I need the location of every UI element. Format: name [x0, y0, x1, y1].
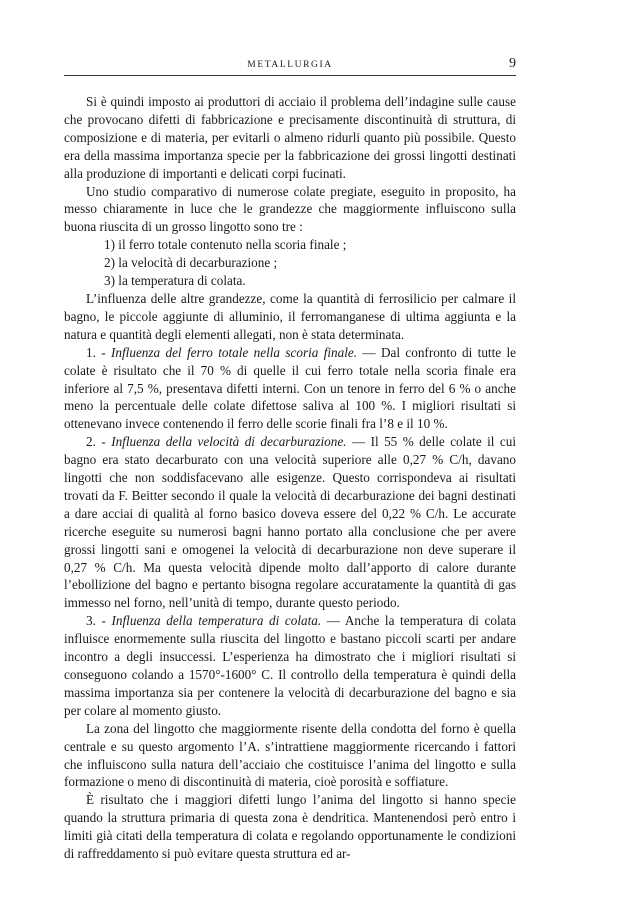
section-1 [64, 344, 516, 434]
body-text [64, 93, 516, 863]
section-3-heading: Influenza della temperatura di colata. [111, 613, 322, 629]
section-1-text: — Dal confronto di tutte le colate è risultato che il 70 % di quelle il cui ferro totale nella scoria finale era inferiore al 7,5 %, presentava difetti interni. Con un tenore in ferro del 6 % o anche meno la percentuale delle colate difettose saliva al 100 %. I migliori risultati si ottenevano invece contenendo il ferro delle scorie finali fra l’8 e il 10 %. [64, 344, 516, 432]
section-2-text: — Il 55 % delle colate il cui bagno era stato decarburato con una velocità superiore alle 0,27 % C/h, davano lingotti che non soddisfacevano alle esigenze. Questo corrispondeva ai risultati trovati da F. Beitter secondo il quale la velocità di decarburazione dei bagni destinati a dare acciai di qualità al forno basico doveva essere del 0,22 % C/h. Le accurate ricerche eseguite su numerosi bagni hanno portato alla conclusione che per avere grossi lingotti sani e omogenei la velocità di decarburazione non deve superare il 0,27 % C/h. Ma questa velocità dipende molto dall’apporto di calore durante l’ebollizione del bagno e pertanto bisogna regolare accuratamente la quantità di gas immesso nel forno, nell’unità di tempo, durante questo periodo. [64, 434, 517, 611]
list-item-1: 1) il ferro totale contenuto nella scoria finale ; [104, 237, 347, 253]
paragraph-4: La zona del lingotto che maggiormente risente della condotta del forno è quella centrale e su questo argomento l’A. s’intrattiene maggiormente ricercando i fattori che influiscono sulla natura dell’acciaio che costituisce l’anima del lingotto e sulla formazione o meno di discontinuità di materia, cioè porosità e soffiature. [64, 720, 516, 790]
header-rule [64, 75, 516, 76]
paragraph-5: È risultato che i maggiori difetti lungo l’anima del lingotto si hanno specie quando la struttura primaria di questa zona è dendritica. Mantenendosi però entro i limiti già citati della temperatura di colata e regolando opportunamente le condizioni di raffreddamento si può evitare questa struttura ed ar- [64, 792, 516, 862]
section-1-heading: Influenza del ferro totale nella scoria finale. [111, 344, 358, 360]
paragraph-2: Uno studio comparativo di numerose colate pregiate, eseguito in proposito, ha messo chiaramente in luce che le grandezze che maggiormente influiscono sulla buona riuscita di un grosso lingotto sono tre : [64, 183, 516, 235]
section-3 [64, 612, 516, 719]
page-number: 9 [509, 56, 516, 71]
section-3-text: — Anche la temperatura di colata influisce enormemente sulla riuscita del lingotto e bastano piccoli scarti per andare incontro a degli insuccessi. L’esperienza ha dimostrato che i migliori risultati si conseguono colando a 1570°-1600° C. Il controllo della temperatura è quindi della massima importanza sia per contenere la velocità di decarburazione del bagno e sia per colare al momento giusto. [64, 613, 516, 718]
section-2-heading: Influenza della velocità di decarburazione. [111, 434, 347, 450]
running-head: METALLURGIA [247, 60, 333, 70]
section-2-number: 2. - [86, 434, 106, 450]
list-item-3: 3) la temperatura di colata. [104, 273, 246, 289]
page-header [64, 54, 516, 76]
list-item-2: 2) la velocità di decarburazione ; [104, 255, 278, 271]
paragraph-1: Si è quindi imposto ai produttori di acciaio il problema dell’indagine sulle cause che provocano difetti di fabbricazione e precisamente discontinuità di struttura, di composizione e di materia, per evitarli o almeno ridurli quanto più possibile. Questo era della massima importanza specie per la fabbricazione dei grossi lingotti destinati alla produzione di importanti e delicati corpi fucinati. [64, 94, 516, 181]
section-3-number: 3. - [86, 613, 106, 629]
section-2 [64, 433, 516, 612]
paragraph-3: L’influenza delle altre grandezze, come la quantità di ferrosilicio per calmare il bagno, le piccole aggiunte di alluminio, il ferromanganese di ultima aggiunta e la natura e quantità degli elementi allegati, non è stata determinata. [64, 290, 516, 342]
section-1-number: 1. - [86, 344, 106, 360]
